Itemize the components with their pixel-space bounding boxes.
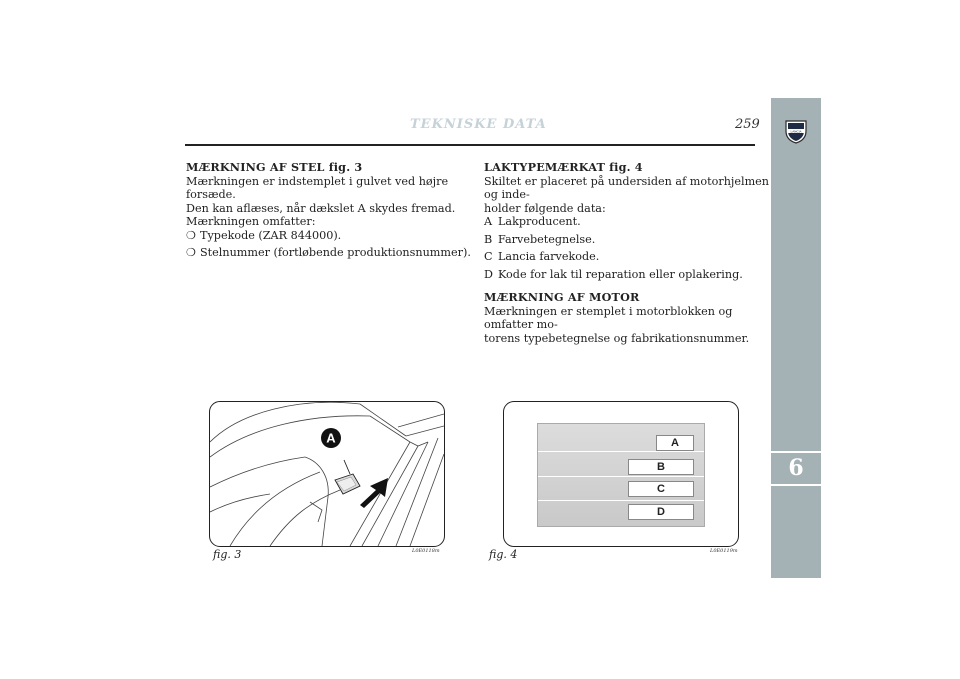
- label-field-c: C: [628, 481, 694, 497]
- heading-paint-label: LAKTYPEMÆRKAT fig. 4: [484, 160, 643, 174]
- right-column: [484, 161, 774, 345]
- figure-3-illustration: [209, 401, 445, 547]
- plate-divider: [538, 476, 704, 477]
- side-tab-separator-top: [771, 451, 821, 453]
- list-item: [186, 246, 471, 260]
- side-tab-separator-bottom: [771, 484, 821, 486]
- callout-a-label: A: [326, 430, 336, 446]
- bullet-icon: ❍: [186, 246, 197, 259]
- paint-label-plate: [537, 423, 705, 527]
- engine-paragraph-line-2: torens typebetegnelse og fabrikationsnummer.: [484, 331, 750, 345]
- chassis-paragraph-line-1: Mærkningen er indstemplet i gulvet ved højre forsæde.: [186, 174, 449, 201]
- item-text: Kode for lak til reparation eller oplakering.: [498, 267, 743, 281]
- bullet-text: Stelnummer (fortløbende produktionsnummer).: [200, 246, 471, 259]
- callout-a-badge: [320, 427, 342, 449]
- list-item: [484, 250, 774, 264]
- item-key: D: [484, 267, 493, 281]
- page-number: 259: [735, 117, 760, 132]
- item-text: Farvebetegnelse.: [498, 232, 596, 246]
- lancia-logo-text: LANCIA: [790, 129, 802, 134]
- left-column: [186, 161, 471, 264]
- paint-intro-line-2: holder følgende data:: [484, 201, 606, 215]
- engine-paragraph-line-1: Mærkningen er stemplet i motorblokken og omfatter mo-: [484, 304, 733, 331]
- list-item: [484, 215, 774, 229]
- label-field-d: D: [628, 504, 694, 520]
- list-item: [484, 233, 774, 247]
- figure-4-illustration: [503, 401, 739, 547]
- heading-chassis-marking: MÆRKNING AF STEL fig. 3: [186, 160, 363, 174]
- chapter-number: 6: [788, 455, 804, 481]
- chassis-paragraph-line-3: Mærkningen omfatter:: [186, 215, 316, 228]
- figure-3-caption: fig. 3: [213, 548, 242, 561]
- bullet-icon: ❍: [186, 228, 197, 242]
- chassis-paragraph-line-2: Den kan aflæses, når dækslet A skydes fremad.: [186, 201, 456, 215]
- item-text: Lakproducent.: [498, 215, 581, 228]
- plate-divider: [538, 500, 704, 501]
- item-text: Lancia farvekode.: [498, 250, 600, 263]
- paint-intro-line-1: Skiltet er placeret på undersiden af motorhjelmen og inde-: [484, 174, 769, 201]
- plate-divider: [538, 451, 704, 452]
- figure-3-code: L0E0118m: [412, 548, 440, 554]
- list-item: [484, 268, 774, 282]
- list-item: [186, 229, 471, 243]
- chapter-side-tab: [771, 98, 821, 578]
- item-key: C: [484, 250, 493, 263]
- item-key: A: [484, 215, 493, 228]
- lancia-logo-icon: [783, 118, 809, 144]
- heading-engine-marking: MÆRKNING AF MOTOR: [484, 290, 640, 304]
- section-title: TEKNISKE DATA: [410, 117, 547, 132]
- label-field-b: B: [628, 459, 694, 475]
- label-field-a: A: [656, 435, 694, 451]
- floor-chassis-drawing: [210, 402, 444, 546]
- bullet-text: Typekode (ZAR 844000).: [200, 228, 342, 242]
- figure-4-code: L0E0119m: [710, 548, 738, 554]
- figure-4-caption: fig. 4: [489, 548, 518, 561]
- header-rule: [185, 144, 755, 146]
- item-key: B: [484, 232, 493, 246]
